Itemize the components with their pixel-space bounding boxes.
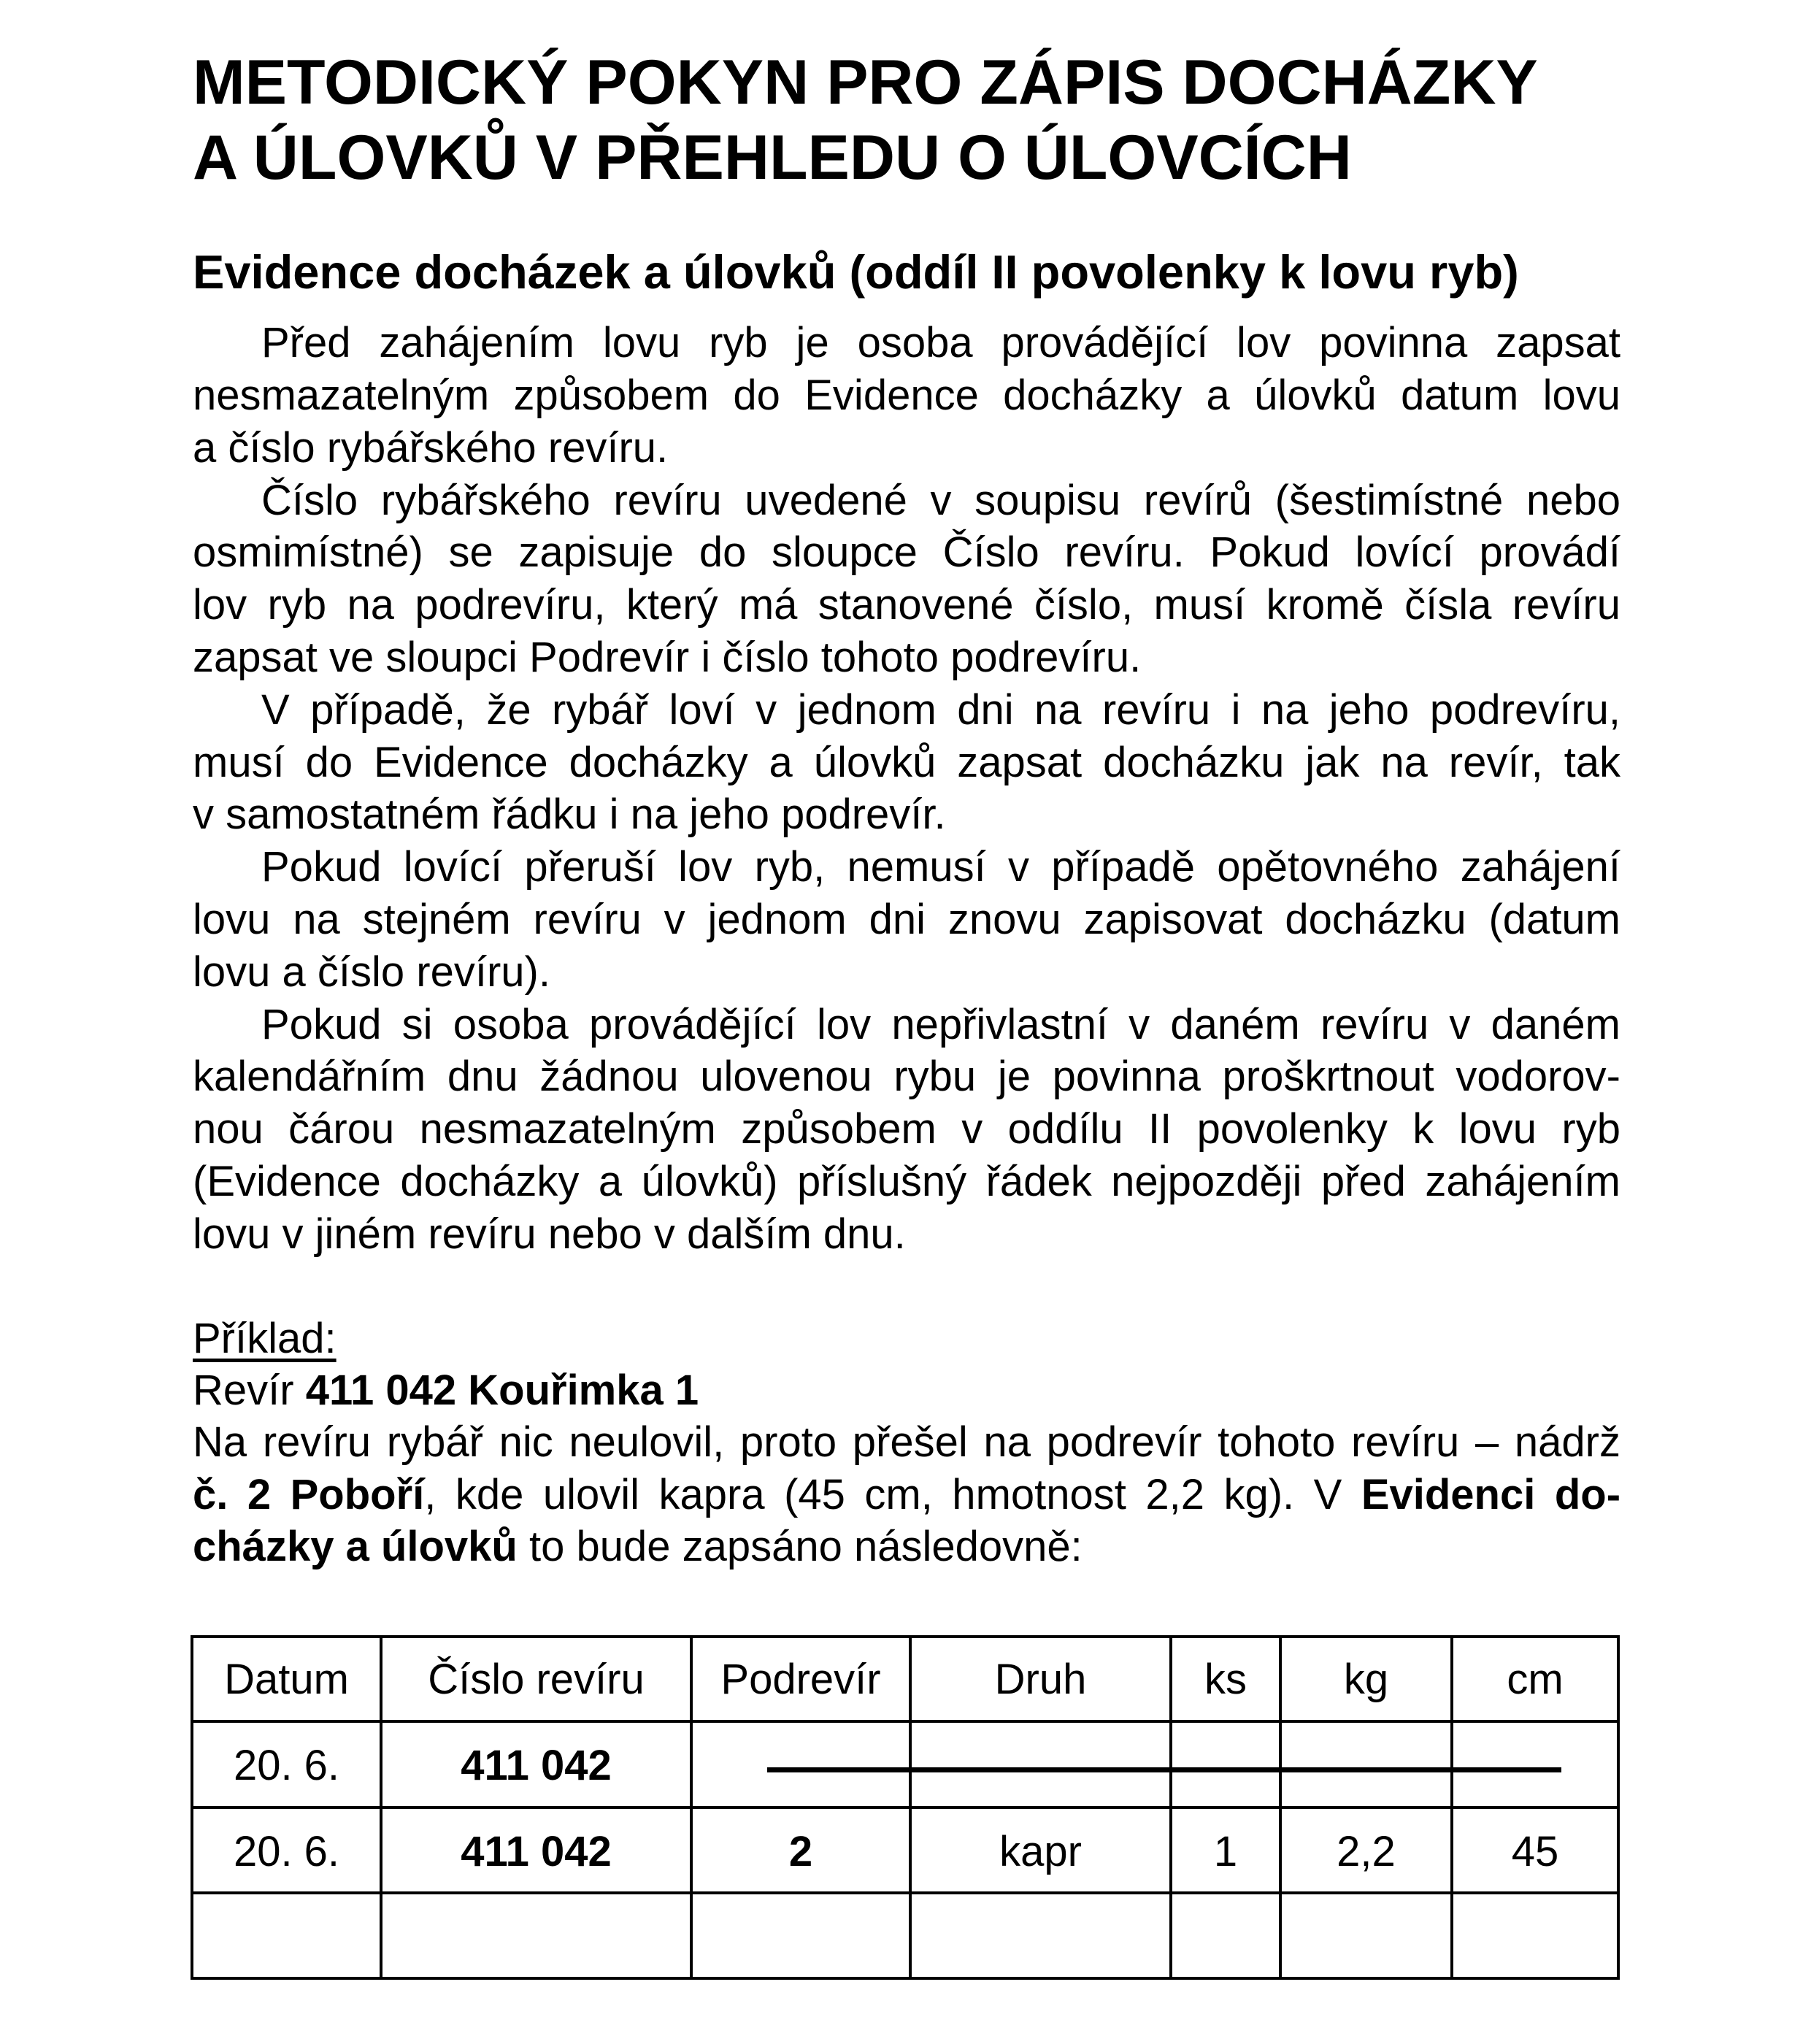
table-header-ks: ks: [1204, 1656, 1247, 1703]
paragraph-5-line-5: lovu v jiném revíru nebo v dalším dnu.: [193, 1210, 906, 1258]
table-row-3-cislo-reviru: [382, 1894, 690, 1980]
table-row-2-cislo-reviru: 411 042: [461, 1828, 612, 1875]
example-description-line-3: [193, 1523, 1620, 1570]
paragraph-2-line-3: lov ryb na podrevíru, který má stanovené číslo, musí kromě čísla revíru: [193, 581, 1620, 629]
table-row-3-datum: [193, 1894, 380, 1980]
example-label-text: Příklad:: [193, 1315, 337, 1362]
page-title-line-2: A ÚLOVKŮ V PŘEHLEDU O ÚLOVCÍCH: [193, 123, 1352, 193]
paragraph-5-line-1: Pokud si osoba provádějící lov nepřivlastní v daném revíru v daném: [261, 1001, 1620, 1048]
table-header-podrevir: Podrevír: [720, 1656, 881, 1703]
paragraph-3-line-3: v samostatném řádku i na jeho podrevír.: [193, 791, 946, 838]
table-row-2-datum: 20. 6.: [233, 1828, 340, 1875]
table-row-2-cm: 45: [1511, 1828, 1559, 1875]
paragraph-4-line-3: lovu a číslo revíru).: [193, 948, 550, 996]
table-header-datum: Datum: [224, 1656, 349, 1703]
paragraph-4-line-1: Pokud lovící přeruší lov ryb, nemusí v případě opětovného zahájení: [261, 843, 1620, 891]
paragraph-5-line-4: (Evidence docházky a úlovků) příslušný řádek nejpozději před zahájením: [193, 1158, 1620, 1205]
paragraph-2-line-4: zapsat ve sloupci Podrevír i číslo tohoto podrevíru.: [193, 634, 1142, 681]
table-border-right: [1617, 1635, 1620, 1980]
table-header-cm: cm: [1507, 1656, 1564, 1703]
section-heading: Evidence docházek a úlovků (oddíl II povolenky k lovu ryb): [193, 245, 1519, 299]
table-row-1-cislo-reviru: 411 042: [461, 1742, 612, 1789]
table-row-2-druh: kapr: [999, 1828, 1082, 1875]
example-description-line-2: [193, 1471, 1621, 1518]
example-revir-name: 411 042 Kouřimka 1: [305, 1367, 699, 1414]
example-evidence-term: Evidenci do-: [1361, 1471, 1621, 1518]
paragraph-1-line-1: Před zahájením lovu ryb je osoba provádějící lov povinna zapsat: [261, 319, 1620, 366]
paragraph-1-line-3: a číslo rybářského revíru.: [193, 424, 669, 472]
example-description-line-1: Na revíru rybář nic neulovil, proto přešel na podrevír tohoto revíru – nádrž: [193, 1418, 1620, 1466]
example-revir-line: [193, 1369, 1620, 1412]
paragraph-3-line-2: musí do Evidence docházky a úlovků zapsat docházku jak na revír, tak: [193, 739, 1620, 786]
paragraph-3-line-1: V případě, že rybář loví v jednom dni na revíru i na jeho podrevíru,: [261, 686, 1620, 734]
paragraph-2-line-1: Číslo rybářského revíru uvedené v soupisu revírů (šestimístné nebo: [261, 477, 1620, 524]
example-podrevir-name: č. 2 Poboří: [193, 1471, 425, 1518]
table-header-druh: Druh: [994, 1656, 1087, 1703]
attendance-catch-table: [191, 1635, 1620, 1980]
paragraph-5-line-3: nou čárou nesmazatelným způsobem v oddílu II povolenky k lovu ryb: [193, 1105, 1620, 1153]
example-label: [193, 1315, 1620, 1362]
table-row-1-datum: 20. 6.: [233, 1742, 340, 1789]
table-row-2-podrevir: 2: [788, 1828, 813, 1875]
strike-through-line: [767, 1767, 1561, 1772]
table-header-kg: kg: [1343, 1656, 1389, 1703]
example-description-end: to bude zapsáno následovně:: [517, 1523, 1083, 1570]
example-evidence-term-cont: cházky a úlovků: [193, 1523, 518, 1570]
page-title-line-1: METODICKÝ POKYN PRO ZÁPIS DOCHÁZKY: [193, 47, 1538, 118]
paragraph-4-line-2: lovu na stejném revíru v jednom dni znovu zapisovat docházku (datum: [193, 896, 1620, 943]
paragraph-5-line-2: kalendářním dnu žádnou ulovenou rybu je povinna proškrtnout vodorov-: [193, 1053, 1620, 1100]
paragraph-1-line-2: nesmazatelným způsobem do Evidence docházky a úlovků datum lovu: [193, 372, 1620, 419]
table-header-cislo-reviru: Číslo revíru: [428, 1656, 645, 1703]
example-revir-prefix: Revír: [193, 1367, 306, 1414]
paragraph-2-line-2: osmimístné) se zapisuje do sloupce Číslo revíru. Pokud lovící provádí: [193, 529, 1620, 576]
table-row-2-kg: 2,2: [1337, 1828, 1396, 1875]
table-row-2-ks: 1: [1213, 1828, 1238, 1875]
example-description-text: , kde ulovil kapra (45 cm, hmotnost 2,2 kg). V: [424, 1471, 1361, 1518]
